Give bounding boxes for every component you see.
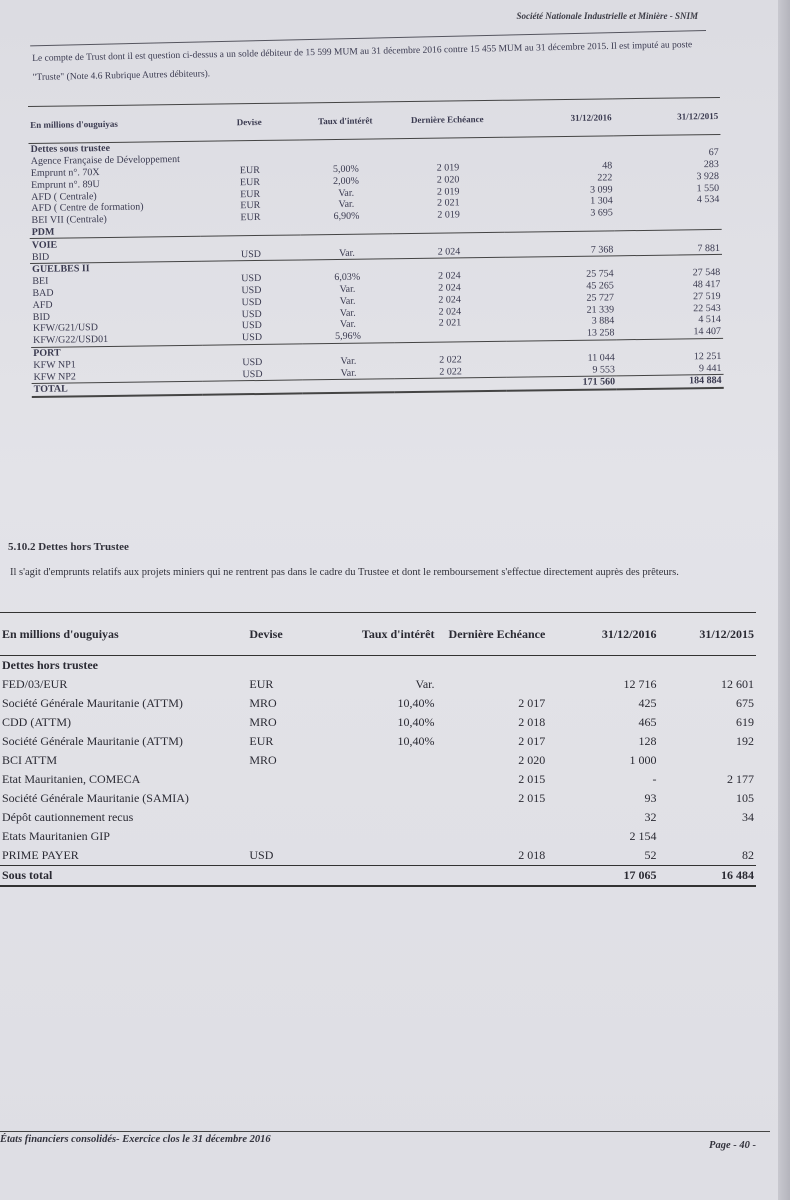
table-cell-echeance <box>436 827 559 846</box>
table-cell-echeance: 2 024 <box>438 282 461 294</box>
table-cell-label: Société Générale Mauritanie (ATTM) <box>2 734 183 748</box>
table-cell-taux <box>344 751 436 770</box>
table-cell-echeance: 2 024 <box>438 270 461 282</box>
table-cell-v2016: 2 154 <box>629 829 657 843</box>
table-cell-devise: USD <box>241 296 262 308</box>
table-cell-v2016: 11 044 <box>587 352 615 364</box>
table-cell-echeance: 2 020 <box>436 174 460 186</box>
table-cell-taux: 10,40% <box>397 696 435 710</box>
table-cell-label: BAD <box>32 287 54 299</box>
footer-title: États financiers consolidés- Exercice clos le 31 décembre 2016 <box>0 1134 271 1145</box>
table-cell-v2015: 1 550 <box>696 182 720 194</box>
table-cell-v2015 <box>659 656 756 676</box>
table-cell-taux: 6,03% <box>334 271 361 284</box>
table-cell-v2016: 3 695 <box>590 207 613 219</box>
table-row <box>0 846 756 866</box>
table-cell-devise: EUR <box>239 164 260 177</box>
table-cell-v2015 <box>659 751 756 770</box>
table-cell-echeance: 2 015 <box>518 772 546 786</box>
table-cell-v2015: 4 514 <box>698 314 721 326</box>
column-header: Taux d'intérêt <box>344 613 436 656</box>
column-header: 31/12/2016 <box>559 613 658 656</box>
table-cell-v2015: 12 251 <box>693 350 722 363</box>
table-cell-devise <box>247 656 344 676</box>
table-cell-devise: USD <box>242 368 263 380</box>
table-cell-taux: Var. <box>339 283 356 295</box>
table-row <box>0 694 756 713</box>
column-header: 31/12/2015 <box>613 97 720 135</box>
table-cell-echeance: 2 015 <box>518 791 546 805</box>
table-cell-echeance: 2 018 <box>518 848 546 862</box>
table-row <box>0 789 756 808</box>
table-cell-v2016: 25 754 <box>586 268 614 280</box>
table-cell-v2016: 7 368 <box>590 243 614 256</box>
table-cell-taux: Var. <box>338 247 355 259</box>
page-header: Société Nationale Industrielle et Minière - SNIM <box>516 11 698 21</box>
table-row <box>0 770 756 789</box>
table-cell-v2016: 93 <box>644 791 657 805</box>
table-cell-echeance: 2 024 <box>437 245 461 258</box>
table-cell-echeance: 2 019 <box>436 162 460 174</box>
table-cell-v2015: 22 543 <box>693 302 721 314</box>
column-header: Devise <box>247 613 344 656</box>
table-cell-echeance: 2 019 <box>437 209 460 221</box>
table-cell-v2016: 13 258 <box>586 327 615 339</box>
column-header: Devise <box>199 103 299 141</box>
table-cell-label: PDM <box>31 226 55 238</box>
table-cell-v2015: 105 <box>736 791 754 805</box>
table-cell-v2015: 192 <box>736 734 754 748</box>
table-cell-echeance: 2 019 <box>436 185 460 198</box>
table-cell-label: BEI VII (Centrale) <box>31 214 107 227</box>
table-cell-v2015: 67 <box>708 147 719 159</box>
table-cell-taux <box>344 846 436 866</box>
table-cell-echeance: 2 024 <box>438 294 461 306</box>
table-cell-echeance <box>395 377 507 392</box>
table-cell-taux: Var. <box>339 319 356 331</box>
table-cell-label: PORT <box>31 345 202 360</box>
table-cell-devise: USD <box>240 248 262 260</box>
table-cell-label: BCI ATTM <box>2 753 58 767</box>
table-cell-echeance: 2 021 <box>438 317 462 329</box>
table-cell-taux <box>344 808 436 827</box>
table-cell-taux: Var. <box>415 677 435 691</box>
table-cell-echeance: 2 021 <box>437 197 460 210</box>
table-cell-label: Agence Française de Développement <box>30 154 180 168</box>
table-row <box>0 675 756 694</box>
table-cell-label: Emprunt n°. 70X <box>30 167 100 179</box>
table-cell-label: Etats Mauritanien GIP <box>2 829 110 843</box>
table-cell-echeance <box>436 675 559 694</box>
table-row <box>0 751 756 770</box>
table-cell-devise <box>247 770 344 789</box>
table-cell-label: KFW/G22/USD01 <box>32 334 109 347</box>
table-cell-label: Sous total <box>0 866 247 887</box>
table-cell-v2016: 17 065 <box>559 866 658 887</box>
table-cell-v2015: 16 484 <box>659 866 756 887</box>
table-cell-echeance: 2 024 <box>438 305 462 318</box>
column-header: En millions d'ouguiyas <box>28 104 199 143</box>
table-cell-devise <box>247 808 344 827</box>
table-cell-v2016: 45 265 <box>586 280 614 292</box>
table-cell-devise: EUR <box>239 176 261 189</box>
table-cell-v2015: 4 534 <box>696 194 720 206</box>
table-cell-devise: USD <box>241 308 262 320</box>
table-cell-v2015: 48 417 <box>692 278 721 291</box>
table-cell-v2015: 34 <box>742 810 754 824</box>
table-cell-v2015: 619 <box>736 715 754 729</box>
table-cell-label: KFW NP2 <box>33 370 76 383</box>
table-cell-taux: 2,00% <box>333 175 360 187</box>
table-cell-label: Etat Mauritanien, COMECA <box>2 772 141 786</box>
table-cell-taux <box>344 770 436 789</box>
table-cell-taux: 6,90% <box>333 210 360 223</box>
table-cell-v2015: 14 407 <box>693 326 722 338</box>
table-cell-devise: USD <box>241 273 262 285</box>
table-cell-devise <box>247 827 344 846</box>
table-cell-devise: MRO <box>249 696 277 710</box>
table-cell-label: Société Générale Mauritanie (ATTM) <box>2 696 183 710</box>
table-cell-taux <box>303 379 395 394</box>
table-cell-v2016: - <box>652 772 657 786</box>
table-cell-v2016: 1 304 <box>590 195 613 208</box>
table-cell-taux: Var. <box>338 187 355 199</box>
table-cell-taux <box>344 866 436 887</box>
table-cell-v2015: 82 <box>742 848 754 862</box>
table-cell-taux: 5,96% <box>335 330 362 343</box>
table-cell-v2015: 3 928 <box>696 170 720 183</box>
table-cell-label: KFW NP1 <box>33 359 76 371</box>
table-cell-v2015: 9 441 <box>698 362 722 374</box>
table-cell-label: GUELBES II <box>30 261 201 276</box>
table-cell-label: Dettes sous trustee <box>30 143 111 156</box>
table-cell-v2015: 27 548 <box>692 267 721 279</box>
table-cell-echeance: 2 022 <box>439 354 462 366</box>
table-cell-devise: USD <box>241 320 262 332</box>
table-cell-devise: USD <box>241 332 263 344</box>
table-cell-echeance: 2 022 <box>439 365 462 378</box>
table-cell-devise: MRO <box>249 753 277 767</box>
table-cell-taux: Var. <box>340 355 357 367</box>
table-cell-v2016: 32 <box>644 810 657 824</box>
intro-paragraph: Le compte de Trust dont il est question ci-dessus a un solde débiteur de 15 599 MUM au 31 décembre 2016 contre 15 455 MUM au 31 décembre 2015. Il est imputé au poste "Truste" (Note 4.6 Rubrique Autres débiteurs). <box>32 40 693 83</box>
table-cell-v2016 <box>559 656 658 676</box>
table-cell-v2016: 25 727 <box>586 292 615 304</box>
trustee-debts-table <box>28 97 724 398</box>
table-cell-taux: Var. <box>338 199 355 211</box>
table-cell-v2015: 283 <box>703 158 719 171</box>
table-cell-echeance <box>436 866 559 887</box>
table-cell-devise: USD <box>241 284 262 297</box>
table-cell-v2015: 2 177 <box>727 772 754 786</box>
table-row <box>0 827 756 846</box>
table-cell-label: VOIE <box>30 237 201 252</box>
column-header: Dernière Echéance <box>391 100 503 138</box>
table-cell-label: TOTAL <box>32 381 203 397</box>
table-cell-devise <box>247 866 344 887</box>
table-cell-v2015: 675 <box>736 696 754 710</box>
table-cell-label: Société Générale Mauritanie (SAMIA) <box>2 791 189 805</box>
table-cell-v2016: 12 716 <box>623 677 657 691</box>
table-cell-taux <box>344 789 436 808</box>
table-cell-echeance: 2 017 <box>518 734 546 748</box>
table-cell-v2016: 128 <box>638 734 657 748</box>
table-cell-label: AFD <box>32 299 53 311</box>
table-cell-echeance: 2 018 <box>518 715 546 729</box>
section-title: 5.10.2 Dettes hors Trustee <box>8 541 129 553</box>
table-cell-v2016: 465 <box>638 715 657 729</box>
table-cell-v2016: 171 560 <box>507 376 617 391</box>
table-cell-echeance <box>436 808 559 827</box>
table-header-row <box>0 613 756 656</box>
table-cell-devise: EUR <box>249 734 274 748</box>
table-row <box>0 713 756 732</box>
page-number: Page - 40 - <box>709 1140 756 1151</box>
table-cell-label: BEI <box>32 275 49 288</box>
table-cell-v2015: 184 884 <box>617 374 724 389</box>
table-cell-taux: 10,40% <box>397 734 435 748</box>
table-cell-v2016: 52 <box>644 848 657 862</box>
table-cell-devise: EUR <box>249 677 274 691</box>
table-cell-devise: EUR <box>240 200 261 212</box>
table-cell-taux: 10,40% <box>397 715 435 729</box>
table-cell-devise: EUR <box>240 212 261 224</box>
table-cell-taux <box>302 342 394 356</box>
table-cell-v2016: 21 339 <box>586 303 615 316</box>
total-row <box>0 866 756 887</box>
table-cell-echeance: 2 017 <box>518 696 546 710</box>
table-cell-v2015: 7 881 <box>697 242 720 254</box>
footer-rule <box>0 1131 770 1132</box>
table-cell-devise: USD <box>242 356 263 368</box>
table-cell-devise: USD <box>249 848 274 862</box>
table-cell-taux: Var. <box>340 367 357 379</box>
table-cell-v2016: 1 000 <box>629 753 657 767</box>
table-cell-label: FED/03/EUR <box>2 677 68 691</box>
section-paragraph: Il s'agit d'emprunts relatifs aux projets miniers qui ne rentrent pas dans le cadre du Trustee et dont le remboursement s'effectue directement auprès des prêteurs. <box>10 567 679 578</box>
table-cell-taux <box>344 827 436 846</box>
table-cell-label: Dettes hors trustee <box>2 658 98 672</box>
column-header: 31/12/2016 <box>503 99 614 137</box>
table-cell-label: AFD ( Centre de formation) <box>31 201 144 215</box>
table-cell-label: Emprunt n°. 89U <box>30 178 100 191</box>
table-cell-label: KFW/G21/USD <box>32 322 98 335</box>
table-cell-echeance: 2 020 <box>518 753 546 767</box>
table-cell-devise <box>247 789 344 808</box>
section-row <box>0 656 756 676</box>
table-cell-taux <box>344 656 436 676</box>
table-cell-v2015: 27 519 <box>692 290 721 303</box>
table-cell-v2016: 3 099 <box>589 183 613 196</box>
table-row <box>0 808 756 827</box>
table-cell-label: PRIME PAYER <box>2 848 79 862</box>
table-cell-taux: Var. <box>339 295 356 307</box>
table-cell-devise: EUR <box>240 188 261 200</box>
table-cell-label: AFD ( Centrale) <box>31 190 97 203</box>
table-cell-label: CDD (ATTM) <box>2 715 71 729</box>
table-cell-v2016: 425 <box>638 696 657 710</box>
table-cell-devise: MRO <box>249 715 277 729</box>
table-row <box>0 732 756 751</box>
table-cell-label: BID <box>32 311 51 323</box>
column-header: Taux d'intérêt <box>299 102 392 140</box>
table-cell-v2016: 3 884 <box>591 315 615 327</box>
table-cell-label: Dépôt cautionnement recus <box>2 810 134 824</box>
table-cell-taux: Var. <box>339 307 356 319</box>
column-header: Dernière Echéance <box>436 613 559 656</box>
table-cell-v2016: 222 <box>597 172 613 184</box>
column-header: 31/12/2015 <box>659 613 756 656</box>
page-edge <box>778 0 790 1200</box>
table-cell-devise <box>203 380 303 395</box>
table-cell-v2016: 9 553 <box>592 363 615 376</box>
table-cell-label: BID <box>31 251 50 263</box>
non-trustee-debts-table <box>0 612 756 887</box>
column-header: En millions d'ouguiyas <box>0 613 247 656</box>
table-cell-v2016: 48 <box>602 160 613 172</box>
table-cell-taux: 5,00% <box>332 163 359 175</box>
table-cell-v2015: 12 601 <box>721 677 754 691</box>
table-cell-v2015 <box>659 827 756 846</box>
table-cell-echeance <box>436 656 559 676</box>
